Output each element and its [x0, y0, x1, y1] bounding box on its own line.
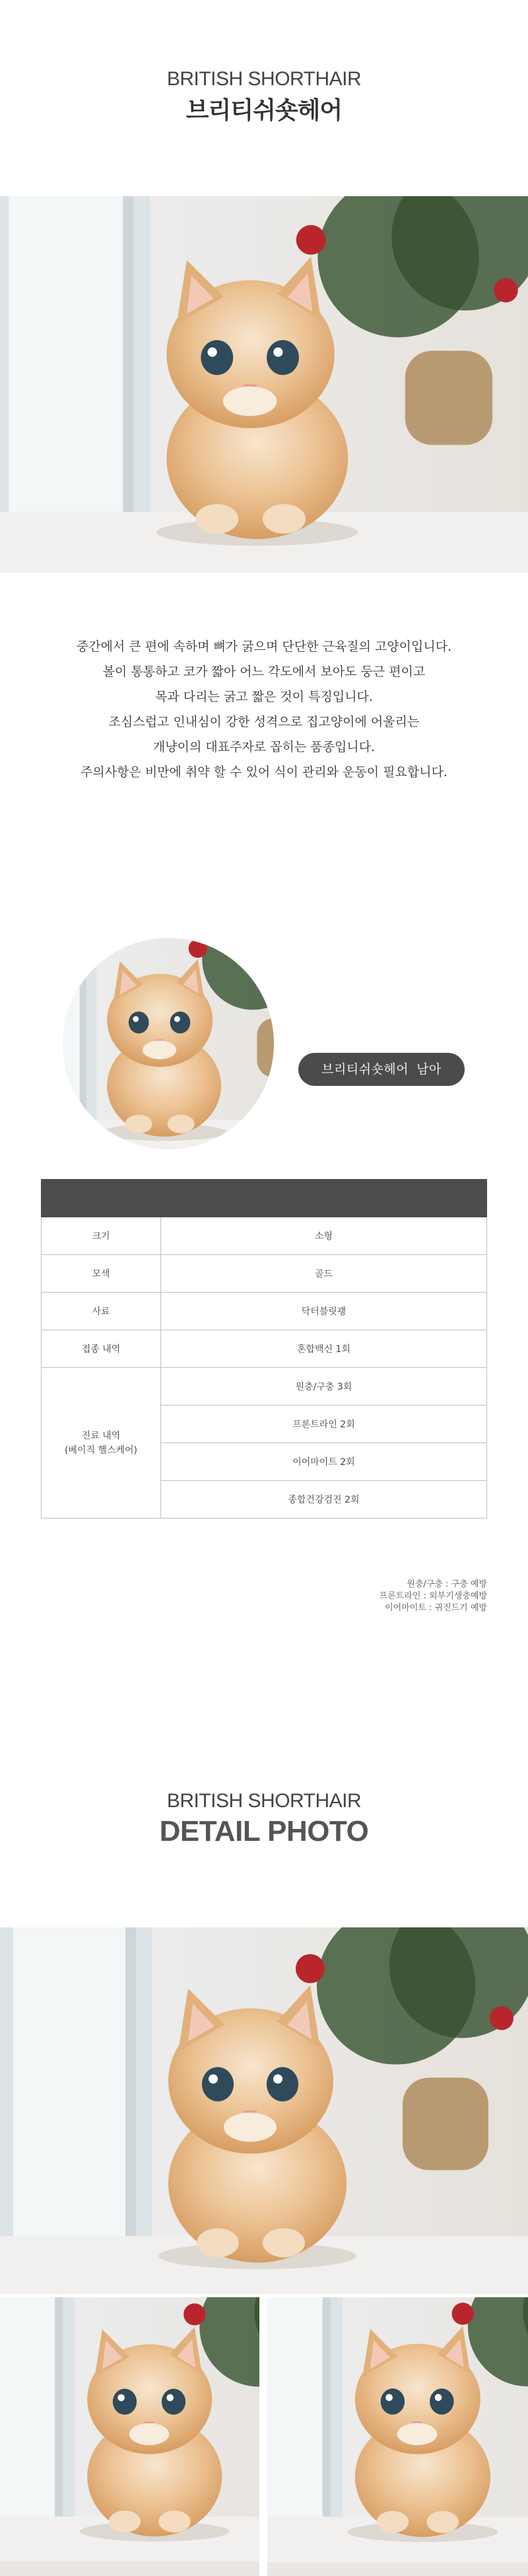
- row-value: 골드: [161, 1255, 487, 1293]
- row-value: 닥터블릿괭: [161, 1293, 487, 1330]
- detail-header: [0, 1790, 528, 1848]
- breed-title-ko: 브리티쉬숏헤어: [185, 97, 343, 124]
- detail-title: DETAIL PHOTO: [159, 1815, 369, 1847]
- footnote: 원충/구충 : 구충 예방: [407, 1579, 487, 1589]
- description-line: 조심스럽고 인내심이 강한 성격으로 집고양이에 어울리는: [108, 715, 420, 729]
- row-label: 사료: [42, 1293, 161, 1330]
- profile-badge: [298, 1053, 465, 1086]
- footnote: 이어마이트 : 귀진드기 예방: [385, 1603, 487, 1613]
- footnote: 프론트라인 : 외부기생충예방: [379, 1591, 487, 1601]
- table-row: [42, 1217, 487, 1255]
- detail-photo-right: [267, 2297, 528, 2576]
- profile-photo: [63, 938, 274, 1149]
- row-label: 크기: [42, 1217, 161, 1255]
- row-label: 모색: [42, 1255, 161, 1293]
- description-line: 개냥이의 대표주자로 꼽히는 품종입니다.: [152, 740, 376, 754]
- info-table: [41, 1179, 487, 1519]
- table-row: [42, 1293, 487, 1330]
- table-row: [42, 1330, 487, 1368]
- breed-title-en: BRITISH SHORTHAIR: [166, 68, 362, 90]
- care-item: 원충/구충 3회: [161, 1368, 487, 1406]
- description-line: 중간에서 큰 편에 속하며 뼈가 굵으며 단단한 근육질의 고양이입니다.: [76, 639, 452, 654]
- care-item: 이어마이트 2회: [161, 1443, 487, 1481]
- table-row: [42, 1368, 487, 1406]
- breed-description: [0, 634, 528, 785]
- row-value: 혼합백신 1회: [161, 1330, 487, 1368]
- description-line: 주의사항은 비만에 취약 할 수 있어 식이 관리와 운동이 필요합니다.: [81, 765, 447, 779]
- detail-photo-left: [0, 2297, 259, 2576]
- breed-header: [0, 68, 528, 125]
- description-line: 목과 다리는 굵고 짧은 것이 특징입니다.: [155, 690, 373, 704]
- table-header-row: [42, 1180, 487, 1217]
- footnotes: [380, 1579, 487, 1614]
- description-line: 볼이 통통하고 코가 짧아 어느 각도에서 보아도 둥근 편이고: [102, 664, 426, 679]
- care-label-line1: 진료 내역: [81, 1430, 121, 1441]
- care-item: 프론트라인 2회: [161, 1406, 487, 1443]
- detail-title-en: BRITISH SHORTHAIR: [166, 1790, 362, 1812]
- detail-photo-large: [0, 1927, 528, 2294]
- row-label: 접종 내역: [42, 1330, 161, 1368]
- row-value: 소형: [161, 1217, 487, 1255]
- care-label-line2: (베이직 헬스케어): [64, 1445, 138, 1456]
- care-label: [42, 1368, 161, 1519]
- table-row: [42, 1255, 487, 1293]
- care-item: 종합건강검진 2회: [161, 1481, 487, 1519]
- profile-sex: 남아: [416, 1062, 442, 1077]
- profile-breed: 브리티쉬숏헤어: [321, 1062, 409, 1077]
- main-cat-photo: [0, 196, 528, 573]
